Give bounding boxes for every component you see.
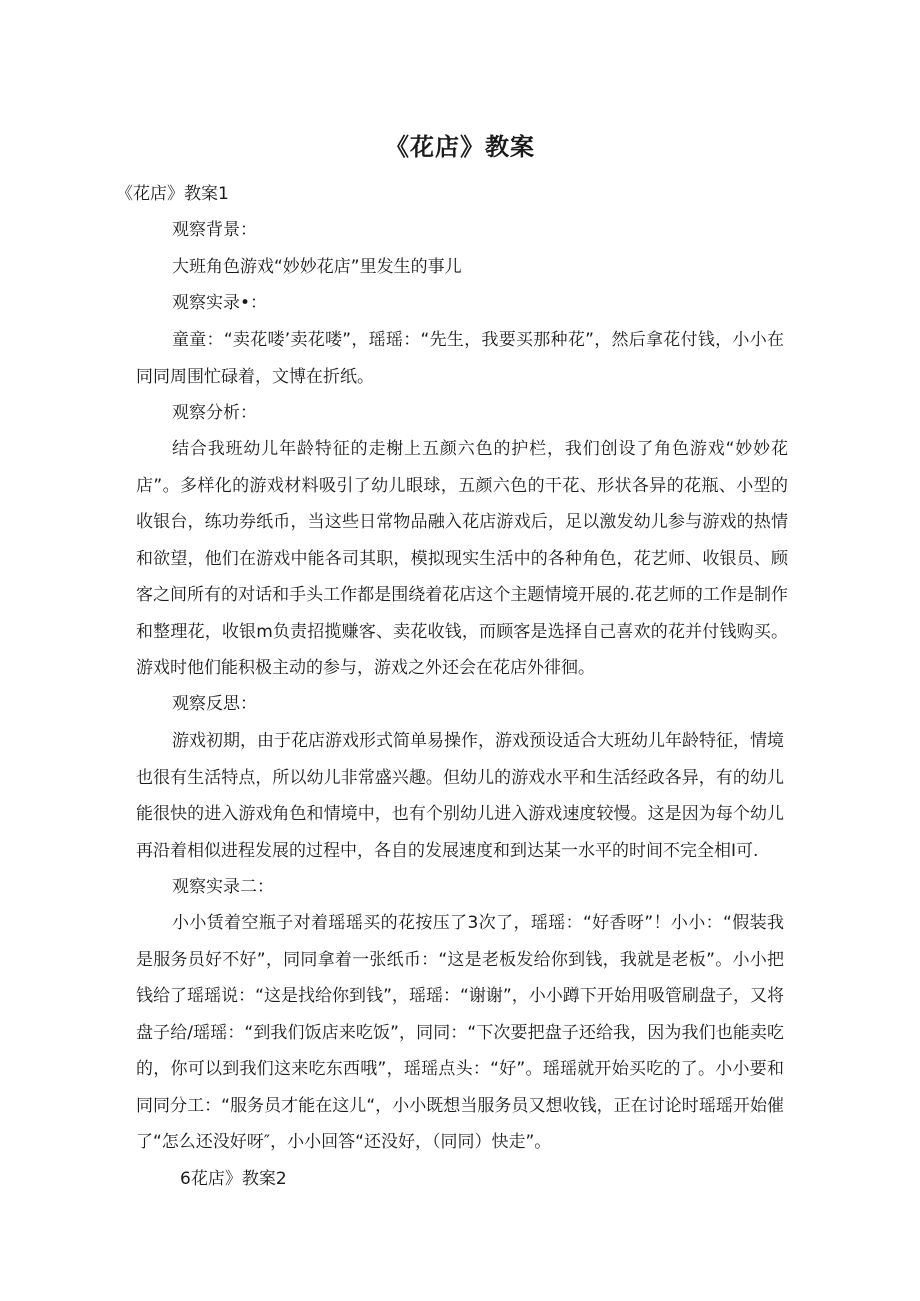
section-heading-2: 6花店》教案2 [180, 1169, 287, 1189]
label-observation-analysis: 观察分析： [172, 403, 257, 423]
section-heading-1: 《花店》教案1 [116, 184, 229, 204]
observation-reflection-text: 游戏初期，由于花店游戏形式简单易操作，游戏预设适合大班幼儿年龄特征，情境也很有生活特点，所以幼儿非常盛兴趣。但幼儿的游戏水平和生活经政各异，有的幼儿能很快的进入游戏角色和情境中，也有个别幼儿进入游戏速度较慢。这是因为每个幼儿再沿着相似进程发展的过程中，各自的发展速度和到达某一水平的时间不完全相I可. [136, 731, 784, 861]
label-observation-record-2: 观察实录二： [172, 877, 274, 897]
label-observation-reflection: 观察反思： [172, 694, 257, 714]
label-observation-record-1: 观察实录•： [172, 293, 268, 313]
label-observation-background: 观察背景： [172, 220, 257, 240]
observation-record-1-text: 童童：“卖花喽’卖花喽”，瑶瑶：“先生，我要买那种花”，然后拿花付钱，小小在同同周围忙碌着，文博在折纸。 [136, 330, 784, 387]
observation-background-text: 大班角色游戏“妙妙花店”里发生的事儿 [172, 257, 462, 277]
document-title: 《花店》教案 [385, 133, 535, 161]
observation-analysis-text: 结合我班幼儿年龄特征的走榭上五颜六色的护栏，我们创设了角色游戏“妙妙花店”。多样化的游戏材料吸引了幼儿眼球，五颜六色的干花、形状各异的花瓶、小型的收银台，练功券纸币，当这些日常物品融入花店游戏后，足以激发幼儿参与游戏的热情和欲望，他们在游戏中能各司其职，模拟现实生活中的各种角色，花艺师、收银员、顾客之间所有的对话和手头工作都是围绕着花店这个主题情境开展的.花艺师的工作是制作和整理花，收银m负责招揽赚客、卖花收钱，而顾客是选择自己喜欢的花并付钱购买。游戏时他们能积极主动的参与，游戏之外还会在花店外徘徊。 [136, 439, 788, 678]
observation-record-2-text: 小小赁着空瓶子对着瑶瑶买的花按压了3次了，瑶瑶：“好香呀”！小小：“假装我是服务员好不好”，同同拿着一张纸币：“这是老板发给你到钱，我就是老板”。小小把钱给了瑶瑶说：“这是找给你到钱”，瑶瑶：“谢谢”，小小蹲下开始用吸管刷盘子，又将盘子给/瑶瑶：“到我们饭店来吃饭”，同同：“下次要把盘子还给我，因为我们也能卖吃的，你可以到我们这来吃东西哦”，瑶瑶点头：“好”。瑶瑶就开始买吃的了。小小要和同同分工：“服务员才能在这儿“，小小既想当服务员又想收钱，正在讨论时瑶瑶开始催了“怎么还没好呀″，小小回答“还没好，（同同）快走”。 [136, 913, 784, 1152]
